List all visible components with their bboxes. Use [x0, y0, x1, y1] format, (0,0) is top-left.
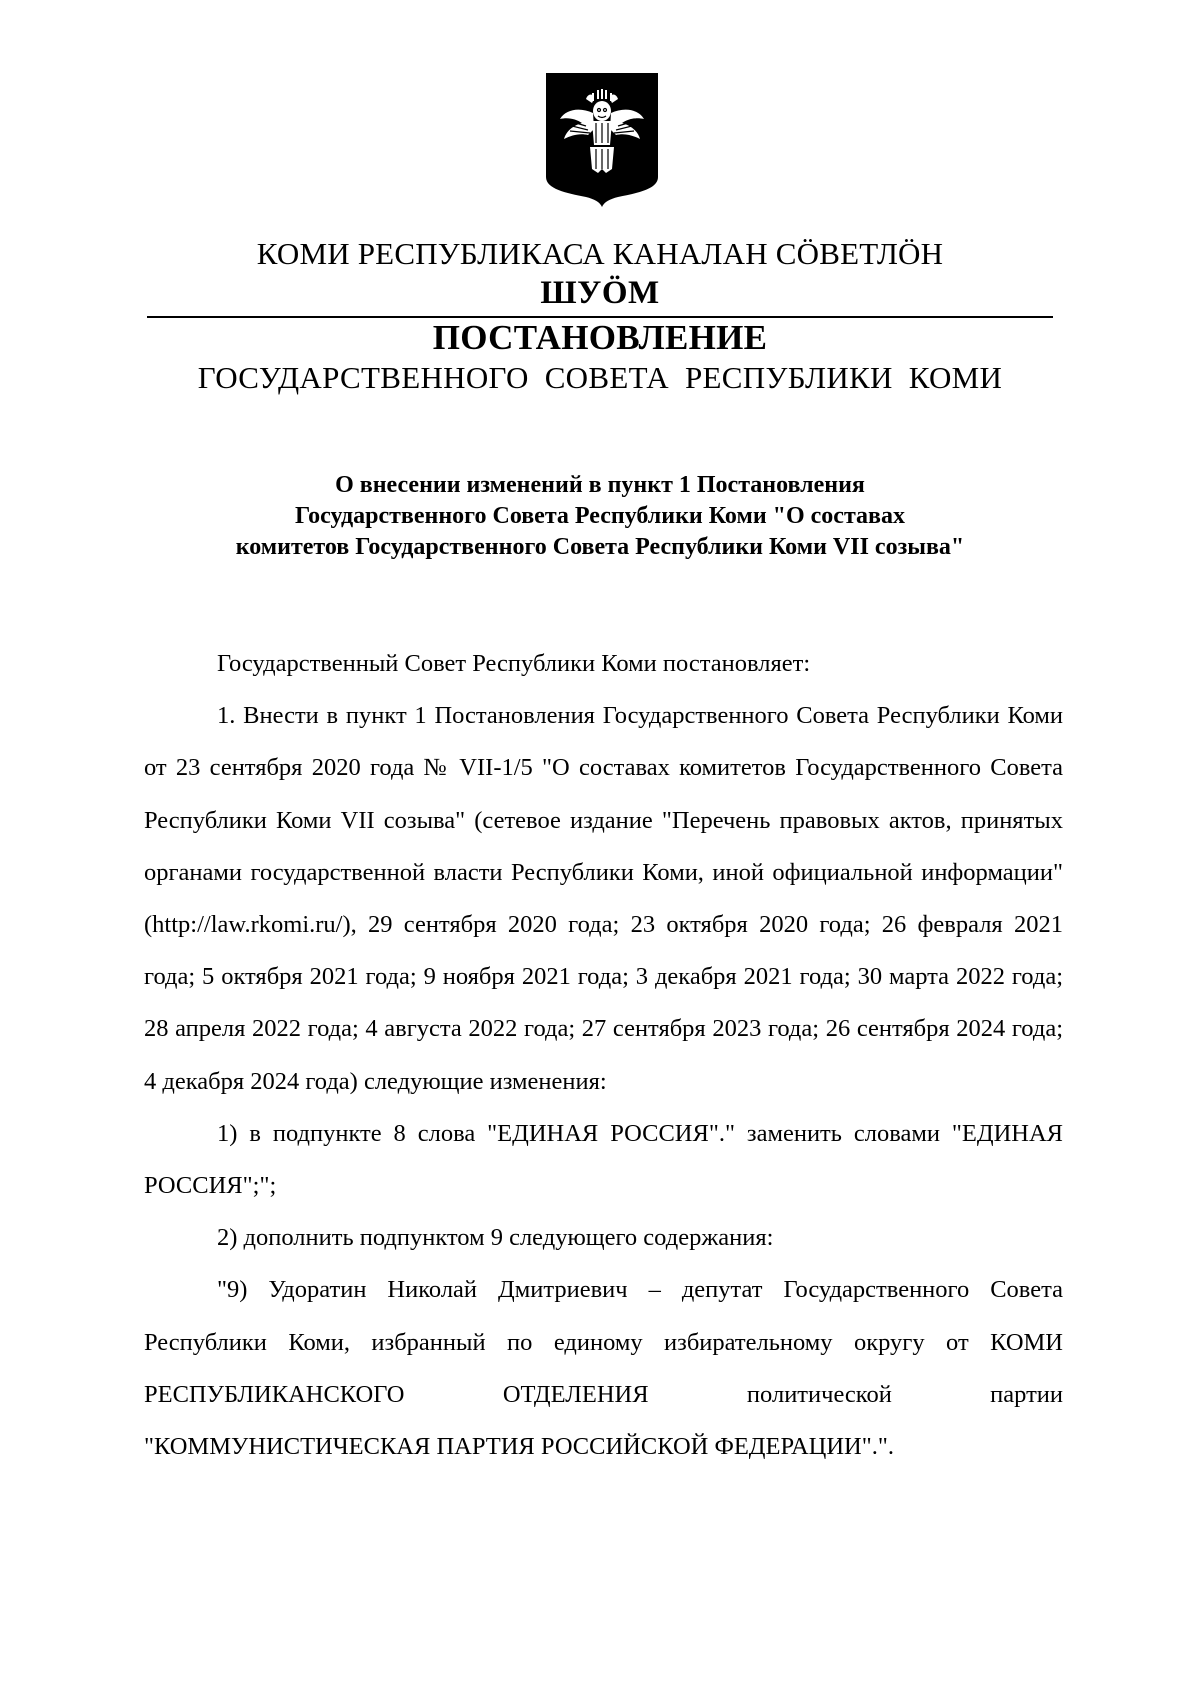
- document-title-line: Государственного Совета Республики Коми "О составах: [295, 503, 905, 529]
- header-russian-line: ГОСУДАРСТВЕННОГО СОВЕТА РЕСПУБЛИКИ КОМИ: [197, 360, 1003, 395]
- document-title: [140, 470, 1060, 563]
- body-paragraph: "9) Удоратин Николай Дмитриевич – депутат Государственного Совета Республики Коми, избранный по единому избирательному округу от КОМИ РЕСПУБЛИКАНСКОГО ОТДЕЛЕНИЯ политической партии "КОММУНИСТИЧЕСКАЯ ПАРТИЯ РОССИЙСКОЙ ФЕДЕРАЦИИ".".: [144, 1276, 1063, 1461]
- header-komi-line: КОМИ РЕСПУБЛИКАСА КАНАЛАН СÖВЕТЛÖН: [256, 236, 944, 271]
- komi-coat-of-arms-icon: [546, 73, 658, 207]
- body-paragraph: 2) дополнить подпунктом 9 следующего содержания:: [217, 1224, 774, 1252]
- header-postanovlenie: ПОСТАНОВЛЕНИЕ: [432, 318, 768, 357]
- body-paragraph: 1. Внести в пункт 1 Постановления Государственного Совета Республики Коми от 23 сентября 2020 года № VII-1/5 "О составах комитетов Государственного Совета Республики Коми VII созыва" (сетевое издание "Перечень правовых актов, принятых органами государственной власти Республики Коми, иной официальной информации" (http://law.rkomi.ru/), 29 сентября 2020 года; 23 октября 2020 года; 26 февраля 2021 года; 5 октября 2021 года; 9 ноября 2021 года; 3 декабря 2021 года; 30 марта 2022 года; 28 апреля 2022 года; 4 августа 2022 года; 27 сентября 2023 года; 26 сентября 2024 года; 4 декабря 2024 года) следующие изменения:: [144, 702, 1063, 1095]
- document-title-line: комитетов Государственного Совета Республики Коми VII созыва": [235, 534, 965, 560]
- document-body: [144, 638, 1063, 1473]
- body-paragraph: 1) в подпункте 8 слова "ЕДИНАЯ РОССИЯ"." заменить словами "ЕДИНАЯ РОССИЯ";";: [144, 1119, 1063, 1200]
- body-paragraph: Государственный Совет Республики Коми постановляет:: [217, 650, 811, 677]
- document-title-line: О внесении изменений в пункт 1 Постановления: [335, 472, 865, 498]
- header-shuom: ШУÖМ: [540, 275, 660, 311]
